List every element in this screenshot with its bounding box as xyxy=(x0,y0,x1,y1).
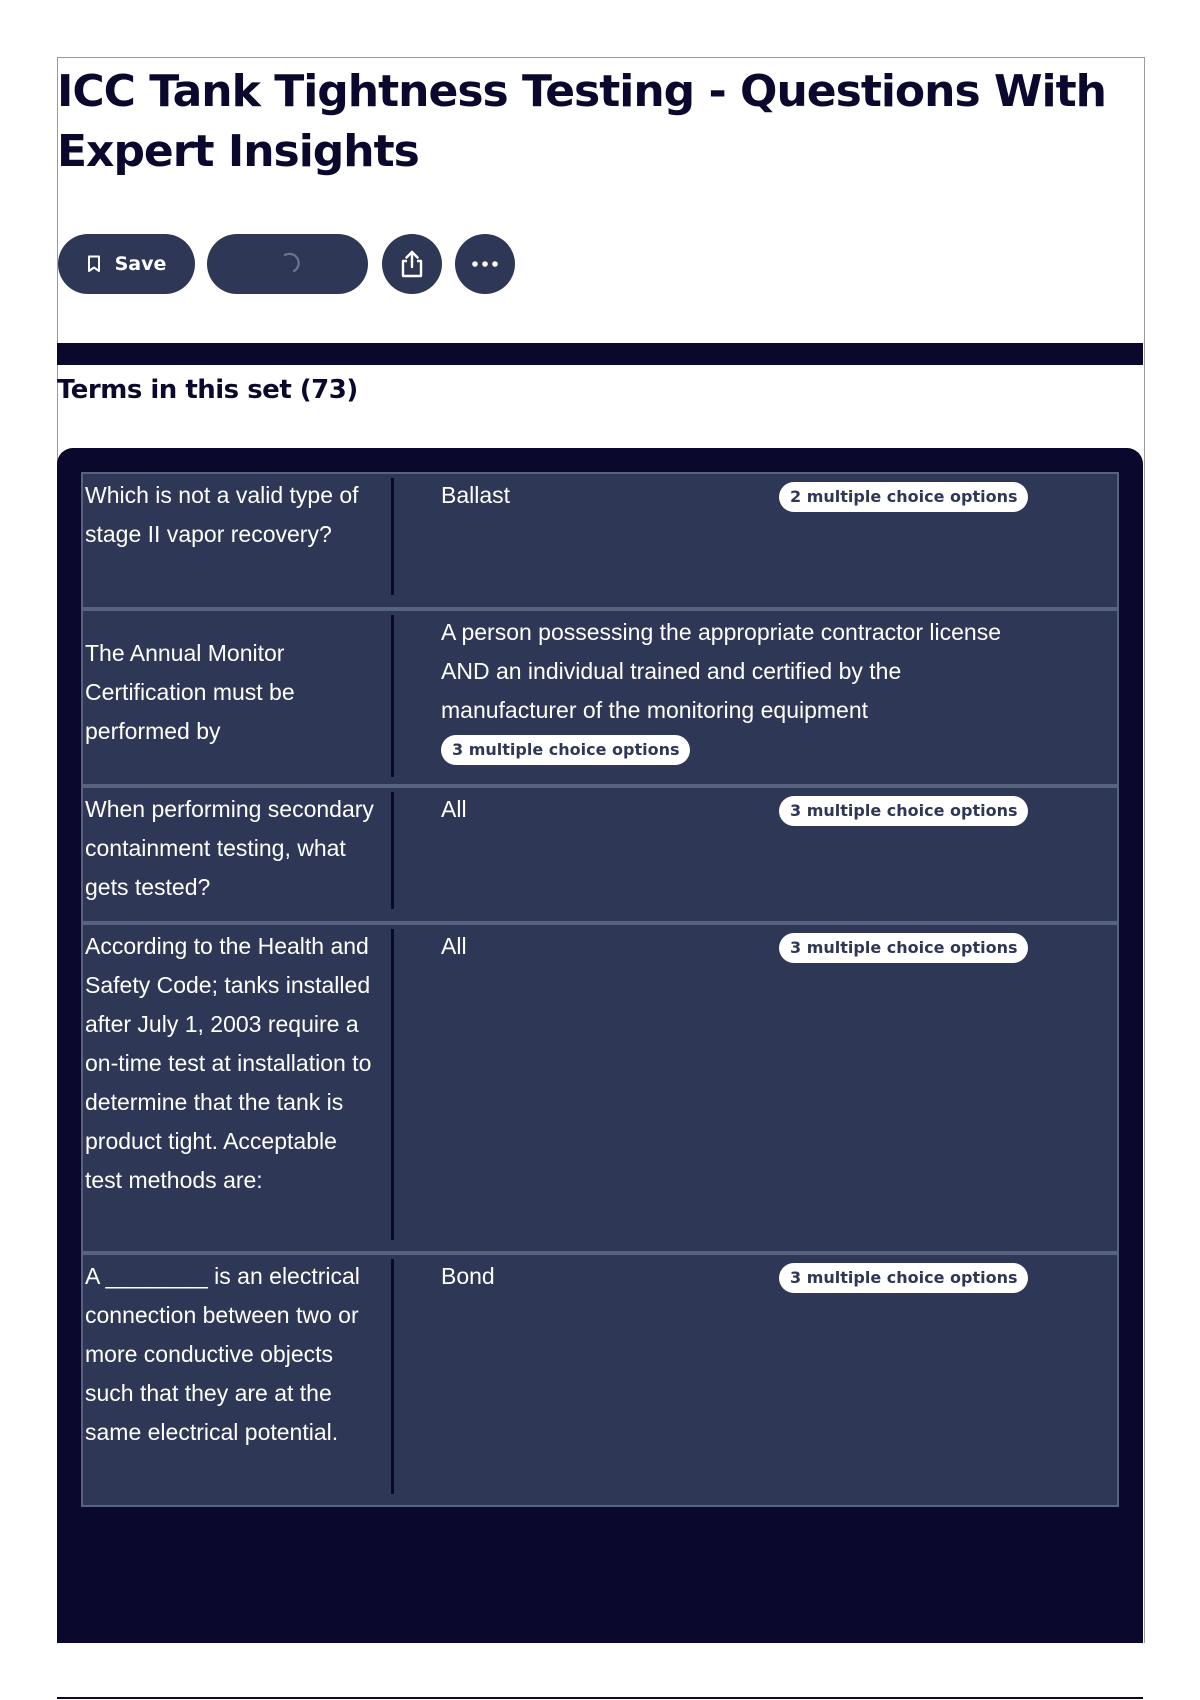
term-card[interactable] xyxy=(81,609,1119,786)
terms-heading: Terms in this set (73) xyxy=(57,375,358,405)
share-icon xyxy=(398,249,426,279)
multiple-choice-badge[interactable]: 3 multiple choice options xyxy=(779,1263,1028,1293)
definition-text: All xyxy=(441,933,467,959)
save-button-label: Save xyxy=(114,253,167,275)
more-icon xyxy=(471,260,499,268)
term-text: When performing secondary containment testing, what gets tested? xyxy=(85,796,374,900)
multiple-choice-badge[interactable]: 3 multiple choice options xyxy=(779,933,1028,963)
term-text: According to the Health and Safety Code; tanks installed after July 1, 2003 require a on-time test at installation to determine that the tank is product tight. Acceptable test methods are: xyxy=(85,933,372,1193)
term-card[interactable] xyxy=(81,472,1119,609)
card-separator xyxy=(391,615,394,777)
definition-text: All xyxy=(441,796,467,822)
multiple-choice-badge[interactable]: 3 multiple choice options xyxy=(779,796,1028,826)
term-card[interactable] xyxy=(81,923,1119,1253)
save-button[interactable] xyxy=(58,234,195,294)
term-text: The Annual Monitor Certification must be performed by xyxy=(85,640,295,744)
card-separator xyxy=(391,929,394,1240)
page-title: ICC Tank Tightness Testing - Questions With Expert Insights xyxy=(57,66,1106,177)
multiple-choice-badge[interactable]: 2 multiple choice options xyxy=(779,482,1028,512)
more-options-button[interactable] xyxy=(455,234,515,294)
action-bar xyxy=(58,234,528,294)
card-separator xyxy=(391,478,394,595)
definition-text: A person possessing the appropriate contractor license AND an individual trained and certified by the manufacturer of the monitoring equipment xyxy=(441,619,1001,723)
definition-text: Bond xyxy=(441,1263,495,1289)
term-card[interactable] xyxy=(81,786,1119,923)
footer-divider xyxy=(57,1697,1143,1699)
loading-spinner-icon xyxy=(275,251,301,277)
term-text: Which is not a valid type of stage II vapor recovery? xyxy=(85,482,359,547)
loading-button[interactable] xyxy=(207,234,368,294)
share-button[interactable] xyxy=(382,234,442,294)
section-divider xyxy=(57,343,1143,365)
bookmark-icon xyxy=(87,255,101,273)
definition-text: Ballast xyxy=(441,482,511,508)
term-card[interactable] xyxy=(81,1253,1119,1507)
card-separator xyxy=(391,1259,394,1494)
card-separator xyxy=(391,792,394,909)
term-text: A ________ is an electrical connection between two or more conductive objects such that they are at the same electrical potential. xyxy=(85,1263,360,1445)
multiple-choice-badge[interactable]: 3 multiple choice options xyxy=(441,735,690,765)
